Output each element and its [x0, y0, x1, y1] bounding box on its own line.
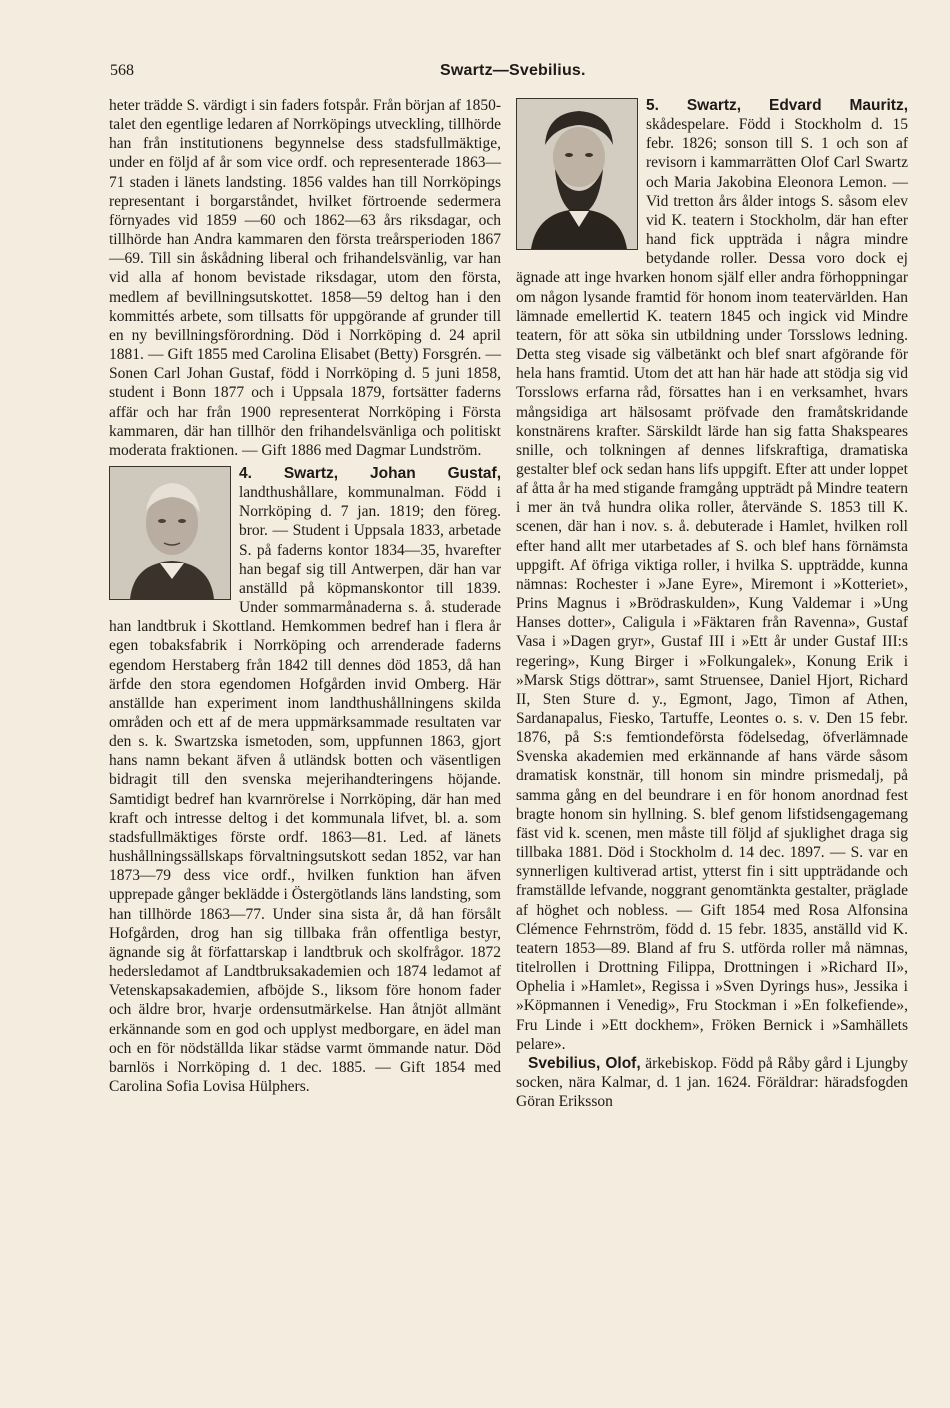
entry-5-text: skådespelare. Född i Stockholm d. 15 febr. 1826; sonson till S. 1 och son af revisorn i kammarrätten Olof Carl Swartz och Maria Jakobina Eleonora Lemon. — Vid tretton års ålder intogs S. såsom elev vid K. teatern i Stockholm, där han efter hand fick uppträda i några mindre betydande roller. Dessa voro dock ej ägnade att inge hvarken honom själf eller andra förhoppningar om någon lysande framtid för honom inom teatervärlden. Han lämnade emellertid K. teatern 1845 och ingick vid Mindre teatern, för att söka sin utbildning under Torsslows ledning. Detta steg visade sig välbetänkt och blef snart afgörande för hela hans framtid. Utom det att han här hade att stödja sig vid Torsslows erfarna råd, försattes han i en verksamhet, hvars mångsidiga art hälsosamt pröfvade den framåtskridande konstnärens krafter. Särskildt lärde han sig fatta Shakspeares snille, och tolkningen af dennes lifskraftiga, dramatiska gestalter blef ock sedan hans lifs uppgift. Efter att under loppet af åtta år ha med stigande framgång uppträdt på Mindre teatern i mer än två hundra olika roller, återvände S. 1853 till K. scenen, där han i nov. s. å. debuterade i Hamlet, hvilken roll efter hand allt mer utarbetades af S. och blef hans förnämsta uppgift. Af öfriga viktiga roller, i hvilka S. uppträdde, kunna nämnas: Rochester i »Jane Eyre», Miremont i »Kotteriet», Prins Magnus i »Brödraskulden», Kung Valdemar i »Ung Hanses dotter», Caligula i »Fäktaren från Ravenna», Gustaf Vasa i »Dagen gryr», Gustaf III i »Ett år under Gustaf III:s regering», Kung Birger i »Folkungalek», Konung Erik i »Marsk Stigs döttrar», samt Struensee, Daniel Hjort, Richard II, Sten Sture d. y., Egmont, Jago, Timon af Athen, Sardanapalus, Fiesko, Tartuffe, Leontes o. s. v. Den 15 febr. 1876, på S:s femtiondeförsta födelsedag, öfverlämnade Svenska akademien med erkännande af hans värde såsom dramatisk konstnär, till honom sin mindre prismedalj, på samma gång en del beundrare i en för honom anordnad fest bragte honom sin hyllning. S. blef genom lifstidsengagemang fäst vid k. scenen, men måste till följd af sjuklighet draga sig tillbaka 1881. Död i Stockholm d. 14 dec. 1897. — S. var en synnerligen kultiverad artist, ytterst fin i sitt uppträdande och framställde lefvande, noggrant genomtänkta gestalter, präglade af höghet och nobless. — Gift 1854 med Rosa Alfonsina Clémence Fehrnström, född d. 15 febr. 1835, anställd vid K. teatern 1853—89. Bland af fru S. utförda roller må nämnas, titelrollen i Drottning Filippa, Drottningen i »Richard II», Ophelia i »Hamlet», Regissa i »Sven Dyrings hus», Jessika i »Köpmannen i Venedig», Fru Stockman i »En folkefiende», Fru Linde i »Ett dockhem», Fröken Bernick i »Samhällets pelare».	[516, 116, 908, 1053]
entry-4-text: landthushållare, kommunalman. Född i Norrköping d. 7 jan. 1819; den föreg. bror. — Student i Uppsala 1833, arbetade S. på faderns kontor 1834—35, hvarefter han begaf sig till Antwerpen, där han var anställd på köpmanskontor till 1839. Under sommarmånaderna s. å. studerade han landtbruk i Skottland. Hemkommen bedref han i flera år egen tobaksfabrik i Norrköping och arrenderade faderns egendom Herstaberg från 1842 till dennes död 1853, då han ärfde den stora egendomen Hofgården invid Omberg. Här anställde han experiment inom landthushållningens skilda områden och ett af de mera uppmärksammade resultaten var den s. k. Swartzska ismetoden, som, uppfunnen 1863, gjort hans namn bekant äfven å utländsk botten och väsentligen bidragit till den svenska mejerihandteringens höjande. Samtidigt bedref han kvarnrörelse i Norrköping, där han med kraft och intresse deltog i det kommunala lifvet, bl. a. som stadsfullmäktiges förste ordf. 1863—81. Led. af länets hushållningssällskaps förvaltningsutskott sedan 1852, var han 1873—79 dess vice ordf., hvilken funktion han äfven upprepade gånger beklädde i Östergötlands läns landsting, som han tillhörde 1863—77. Under sina sista år, då han försålt Hofgården, drog han sig tillbaka från offentliga bestyr, ägnande sig åt författarskap i landtbruk och skolfrågor. 1872 hedersledamot af Landtbruksakademien och 1874 ledamot af Vetenskapsakademien, afböjde S., liksom före honom fader och äldre bror, hvarje ordensutmärkelse. Han åtnjöt allmänt erkännande som en god och upplyst medborgare, en ädel man och en för nödställda likar städse varmt ömmande natur. Död barnlös i Norrköping d. 1 dec. 1885. — Gift 1854 med Carolina Sofia Lovisa Hülphers.	[109, 484, 501, 1095]
right-column	[516, 96, 908, 1111]
left-paragraph-continuation: heter trädde S. värdigt i sin faders fotspår. Från början af 1850-talet den egentlige ledaren af Norrköpings utveckling, tillhörde han från institutionens begynnelse dess stadsfullmäktige, under en följd af år som vice ordf. och representerade 1863—71 staden i länets landsting. 1856 valdes han till Norrköpings representant i borgarståndet, hvilket förtroende sedermera förnyades vid 1859 —60 och 1862—63 års riksdagar, och tillhörde han Andra kammaren den första treårsperioden 1867—69. Till sin åskådning liberal och frihandelsvänlig, var han vid alla af honom bevistade riksdagar, utom den första, medlem af bevillningsutskottet. 1858—59 deltog han i den kommittés arbete, som tillsatts för uppgörande af grunder till en ny bevillningsförordning. Död i Norrköping d. 24 april 1881. — Gift 1855 med Carolina Elisabet (Betty) Forsgrén. — Sonen Carl Johan Gustaf, född i Norrköping d. 5 juni 1858, student i Bonn 1877 och i Uppsala 1879, fortsätter faderns affär och har från 1900 representerat Norrköping i Första kammaren, där han tillhör den frihandelsvänliga och politiskt moderata fraktionen. — Gift 1886 med Dagmar Lundström.	[109, 97, 501, 459]
running-title: Swartz—Svebilius.	[440, 62, 586, 79]
svebilius-heading: Svebilius, Olof,	[528, 1054, 641, 1072]
portrait-edvard-mauritz-swartz	[516, 98, 638, 250]
page-header	[110, 62, 910, 84]
left-column	[109, 96, 501, 1096]
entry-5-heading: 5. Swartz, Edvard Mauritz,	[646, 97, 908, 114]
portrait-engraving-icon	[517, 99, 637, 249]
svebilius-text: ärkebiskop. Född på Råby gård i Ljungby socken, nära Kalmar, d. 1 jan. 1624. Föräldrar: häradsfogden Göran Eriksson	[516, 1054, 908, 1111]
portrait-engraving-icon	[110, 467, 230, 599]
entry-4-heading: 4. Swartz, Johan Gustaf,	[239, 464, 501, 482]
portrait-johan-gustaf-swartz	[109, 466, 231, 600]
page-number: 568	[110, 62, 134, 79]
